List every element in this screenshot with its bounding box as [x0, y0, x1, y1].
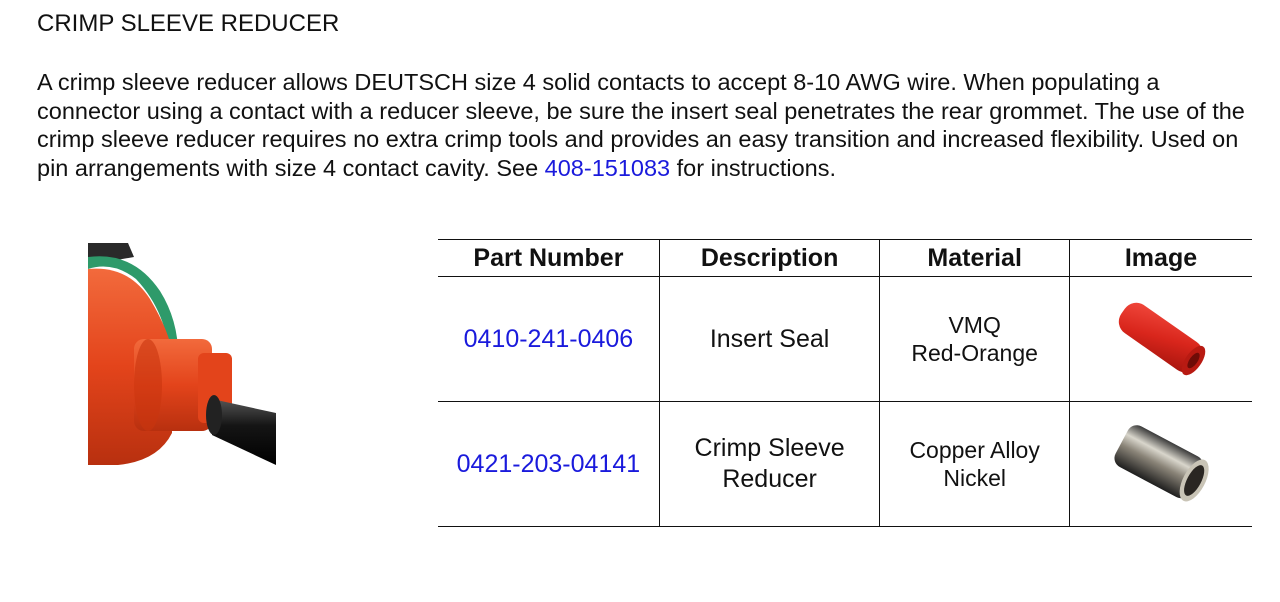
insert-seal-image — [1106, 289, 1216, 389]
image-cell — [1069, 277, 1252, 402]
header-part-number: Part Number — [438, 240, 659, 277]
material-line: VMQ — [948, 312, 1001, 338]
part-number-cell — [438, 277, 659, 402]
material-line: Nickel — [943, 465, 1006, 491]
assembly-photo — [88, 243, 276, 481]
description-paragraph — [37, 68, 1252, 182]
header-image: Image — [1069, 240, 1252, 277]
material-line: Red-Orange — [911, 340, 1038, 366]
part-number-link[interactable]: 0421-203-04141 — [456, 449, 641, 478]
header-material: Material — [880, 240, 1070, 277]
description-cell: Insert Seal — [659, 277, 880, 402]
parts-table — [438, 239, 1252, 527]
part-number-link[interactable]: 0410-241-0406 — [463, 324, 634, 353]
material-cell — [880, 277, 1070, 402]
description-line: Reducer — [722, 465, 817, 493]
image-cell — [1069, 402, 1252, 527]
paragraph-text-end: for instructions. — [670, 154, 836, 181]
table-row — [438, 402, 1252, 527]
description-line: Crimp Sleeve — [694, 434, 845, 462]
table-header-row — [438, 240, 1252, 277]
material-cell — [880, 402, 1070, 527]
instructions-link[interactable]: 408-151083 — [544, 154, 671, 181]
description-cell — [659, 402, 880, 527]
material-line: Copper Alloy — [909, 437, 1040, 463]
crimp-sleeve-image — [1106, 414, 1216, 514]
table-row — [438, 277, 1252, 402]
header-description: Description — [659, 240, 880, 277]
page-title: CRIMP SLEEVE REDUCER — [37, 10, 340, 37]
paragraph-text: A crimp sleeve reducer allows DEUTSCH size 4 solid contacts to accept 8-10 AWG wire. When populating a connector using a contact with a reducer sleeve, be sure the insert seal penetrates the rear grommet. The use of the crimp sleeve reducer requires no extra crimp tools and provides an easy transition and increased flexibility. Used on pin arrangements with size 4 contact cavity. See — [37, 69, 1245, 181]
part-number-cell — [438, 402, 659, 527]
